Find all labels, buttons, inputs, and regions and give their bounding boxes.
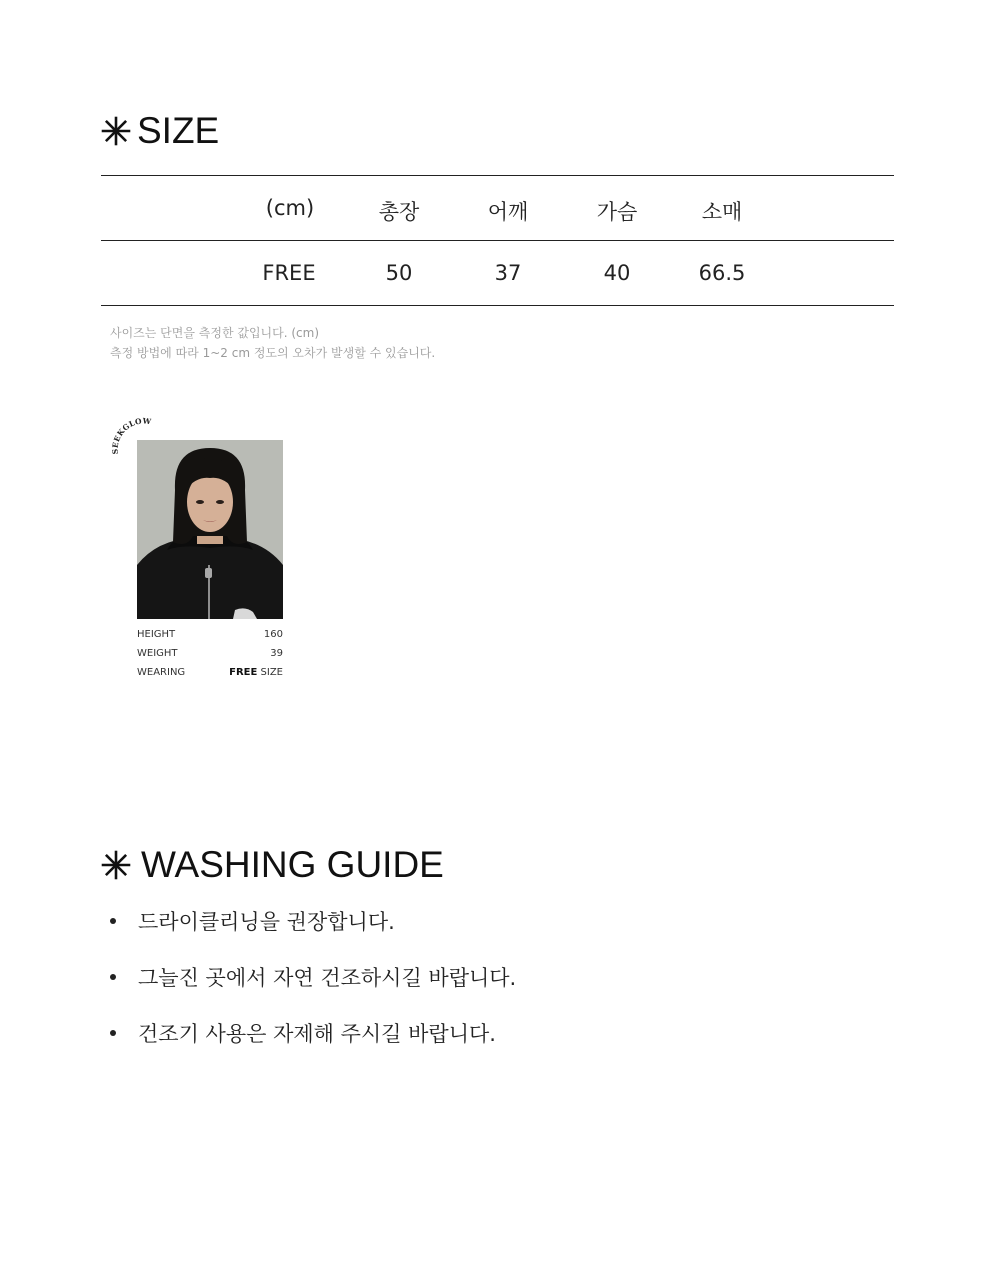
header-cell-length: 총장 <box>378 200 420 224</box>
list-item <box>110 962 516 992</box>
row-cell-sleeve: 66.5 <box>698 261 746 285</box>
row-cell-size: FREE <box>262 261 316 285</box>
wearing-size-text: SIZE <box>260 667 283 678</box>
washing-item-text: 드라이클리닝을 권장합니다. <box>138 910 395 934</box>
asterisk-icon <box>101 116 131 146</box>
washing-title: WASHING GUIDE <box>141 844 444 885</box>
spec-label-wearing: WEARING <box>137 667 186 678</box>
row-cell-length: 50 <box>385 261 413 285</box>
size-note-2: 측정 방법에 따라 1~2 cm 정도의 오차가 발생할 수 있습니다. <box>110 346 436 360</box>
spec-value-height: 160 <box>263 629 283 640</box>
wearing-size-bold: FREE <box>229 667 258 678</box>
spec-value-weight: 39 <box>270 648 283 659</box>
bullet-icon <box>110 1030 116 1036</box>
header-cell-unit: (cm) <box>265 196 315 220</box>
bullet-icon <box>110 918 116 924</box>
bullet-icon <box>110 974 116 980</box>
list-item <box>110 1018 496 1048</box>
washing-item-text: 그늘진 곳에서 자연 건조하시길 바랍니다. <box>138 966 517 990</box>
header-cell-sleeve: 소매 <box>701 200 743 224</box>
washing-heading <box>101 844 444 886</box>
spec-value-wearing <box>229 667 283 678</box>
size-note-1: 사이즈는 단면을 측정한 값입니다. (cm) <box>110 326 320 340</box>
spec-label-weight: WEIGHT <box>137 648 178 659</box>
washing-item-text: 건조기 사용은 자제해 주시길 바랍니다. <box>138 1022 496 1046</box>
row-cell-chest: 40 <box>603 261 631 285</box>
model-photo <box>137 440 283 619</box>
asterisk-icon <box>101 850 131 880</box>
table-top-rule <box>101 175 894 176</box>
size-title: SIZE <box>137 110 220 151</box>
svg-text:SEEKGLOW: SEEKGLOW <box>110 416 152 455</box>
size-heading <box>101 110 219 152</box>
table-bottom-rule <box>101 305 894 306</box>
row-cell-shoulder: 37 <box>494 261 522 285</box>
spec-label-height: HEIGHT <box>137 629 176 640</box>
header-cell-chest: 가슴 <box>596 200 638 224</box>
header-cell-shoulder: 어깨 <box>487 200 529 224</box>
list-item <box>110 906 395 936</box>
table-header-rule <box>101 240 894 241</box>
